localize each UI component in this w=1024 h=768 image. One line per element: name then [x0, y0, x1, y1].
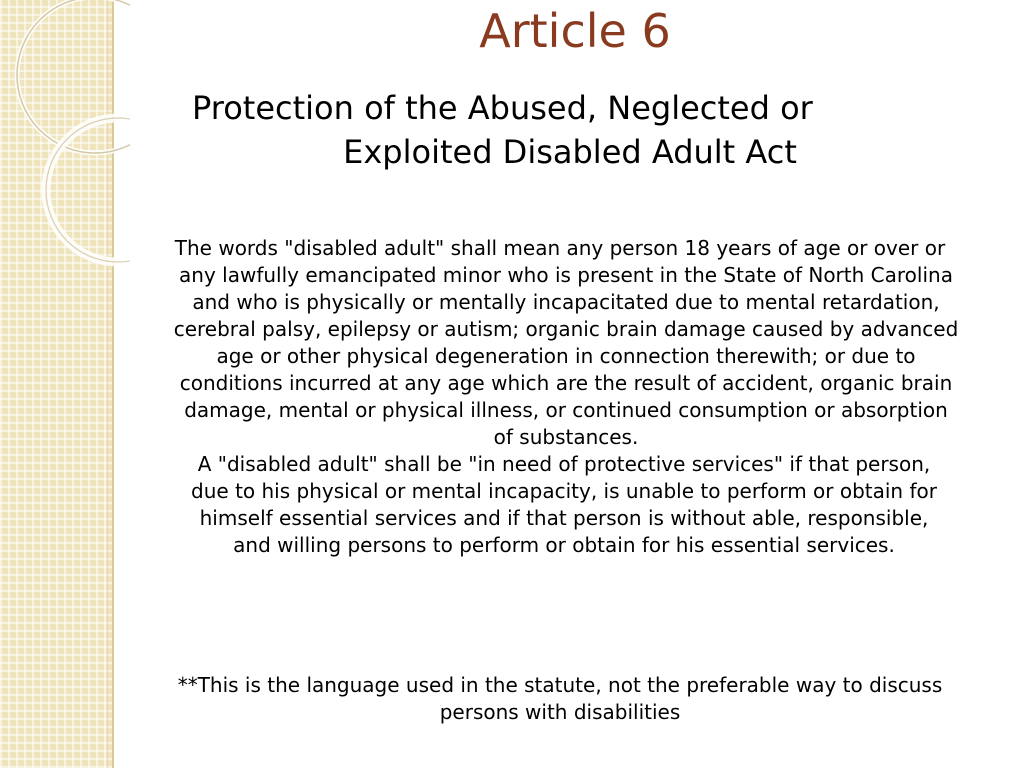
subtitle-line-2: Exploited Disabled Adult Act [343, 133, 797, 171]
footnote: **This is the language used in the statute, not the preferable way to discuss persons with disabilities [177, 673, 943, 724]
definition-paragraph: The words "disabled adult" shall mean any person 18 years of age or over or any lawfully emancipated minor who is present in the State of North Carolina and who is physically or mentally incapacitated due to mental retardation, cerebral palsy, epilepsy or autism; organic brain damage caused by advanced age or other physical degeneration in connection therewith; or due to conditions incurred at any age which are the result of accident, organic brain damage, mental or physical illness, or continued consumption or absorption of substances. [173, 236, 959, 449]
decorative-circles [0, 0, 130, 280]
protective-services-paragraph: A "disabled adult" shall be "in need of protective services" if that person, due to his physical or mental incapacity, is unable to perform or obtain for himself essential services and if that person is without able, responsible, and willing persons to perform or obtain for his essential services. [191, 452, 937, 557]
body-text [160, 235, 960, 559]
slide-subtitle [180, 86, 960, 174]
slide-title: Article 6 [479, 4, 671, 58]
subtitle-line-1: Protection of the Abused, Neglected or [192, 89, 813, 127]
